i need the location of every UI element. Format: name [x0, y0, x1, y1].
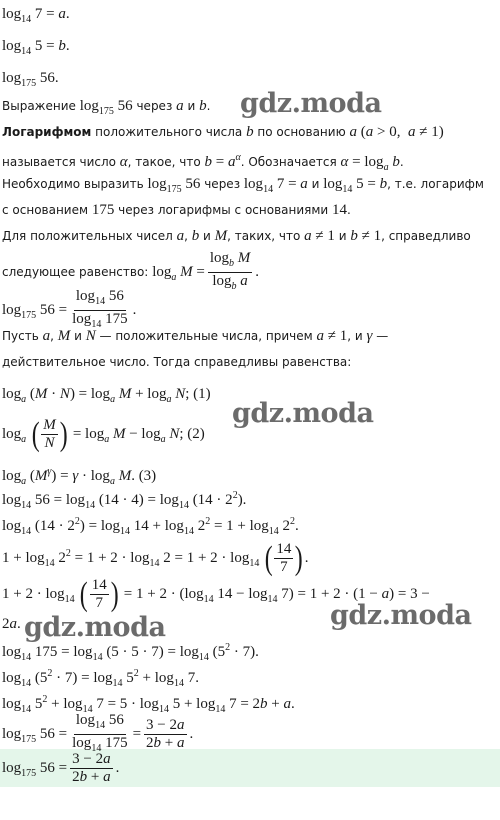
- definition-term: Логарифмом: [2, 125, 92, 139]
- step-7: $\log_{14} 5^2 + \log_{14} 7 = 5 \cdot \log_{14} 5 + \log_{14} 7 = 2b + a$.: [2, 694, 295, 715]
- step-5: $\log_{14} 175 = \log_{14} (5 \cdot 5 \cdot 7) = \log_{14} (5^2 \cdot 7)$.: [2, 642, 259, 663]
- step-3: $1 + \log_{14} 2^2 = 1 + 2 \cdot \log_{14} 2 = 1 + 2 \cdot \log_{14}$ ( $\frac{14}{7}$ ) .: [2, 539, 309, 577]
- property-3: $\log_a (M^\gamma) = \gamma \cdot \log_a M$. (3): [2, 466, 157, 487]
- rule-line-2: следующее равенство: $\log_a M$ = $\frac{\log_b M}{\log_b a}$ .: [2, 250, 259, 292]
- need-line-1: Необходимо выразить $\log_{175} 56$ через $\log_{14} 7 = a$ и $\log_{14} 5 = b$, т.е. логарифм: [2, 176, 484, 195]
- watermark: gdz.moda: [330, 600, 472, 631]
- given-line-1: $\log_{14} 7 = a$.: [2, 6, 70, 25]
- step-1: $\log_{14} 56 = \log_{14} (14 \cdot 4) = \log_{14} (14 \cdot 2^2)$.: [2, 490, 247, 511]
- task-prefix: Выражение: [2, 99, 76, 113]
- step-6: $\log_{14} (5^2 \cdot 7) = \log_{14} 5^2 + \log_{14} 7$.: [2, 668, 199, 689]
- given-line-2: $\log_{14} 5 = b$.: [2, 38, 70, 57]
- props-intro-line-1: Пусть a, M и N — положительные числа, причем a ≠ 1, и γ —: [2, 328, 389, 344]
- step-8: $\log_{175} 56$ = $\frac{\log_{14} 56}{\log_{14} 175}$ = $\frac{3 - 2a}{2b + a}$ .: [2, 712, 194, 754]
- props-intro-line-2: действительное число. Тогда справедливы равенства:: [2, 355, 352, 369]
- watermark: gdz.moda: [232, 398, 374, 429]
- rule-line-1: Для положительных чисел a, b и M, таких, что a ≠ 1 и b ≠ 1, справедливо: [2, 228, 471, 244]
- step-2: $\log_{14} (14 \cdot 2^2) = \log_{14} 14 + \log_{14} 2^2 = 1 + \log_{14} 2^2$.: [2, 516, 299, 537]
- task-line: Выражение $\log_{175} 56$ через a и b.: [2, 98, 211, 117]
- watermark: gdz.moda: [24, 612, 166, 643]
- change-of-base: $\log_{175} 56$ = $\frac{\log_{14} 56}{\log_{14} 175}$ .: [2, 288, 137, 330]
- definition-line-1: Логарифмом положительного числа b по основанию a (a > 0, a ≠ 1): [2, 124, 444, 140]
- final-answer: $\log_{175} 56$ = $\frac{3 - 2a}{2b + a}$ .: [2, 751, 120, 785]
- watermark: gdz.moda: [240, 88, 382, 119]
- property-1: $\log_a (M \cdot N) = \log_a M + \log_a N$; (1): [2, 386, 211, 405]
- given-line-3: $\log_{175} 56$.: [2, 70, 59, 89]
- need-line-2: с основанием 175 через логарифмы с основаниями 14.: [2, 202, 351, 218]
- step-4-cont: 2a.: [2, 616, 21, 632]
- step-4: $1 + 2 \cdot \log_{14}$ ( $\frac{14}{7}$ ) = $1 + 2 \cdot (\log_{14}$ $14 - \log_{14} 7) = 1 + 2 \cdot (1 - a) = 3$ −: [2, 575, 430, 613]
- property-2: $\log_a$ ( $\frac{M}{N}$ ) = $\log_a M - \log_a N$; (2): [2, 415, 205, 453]
- definition-line-2: называется число α, такое, что $b = a^\alpha$. Обозначается $\alpha = \log_a b$.: [2, 152, 404, 173]
